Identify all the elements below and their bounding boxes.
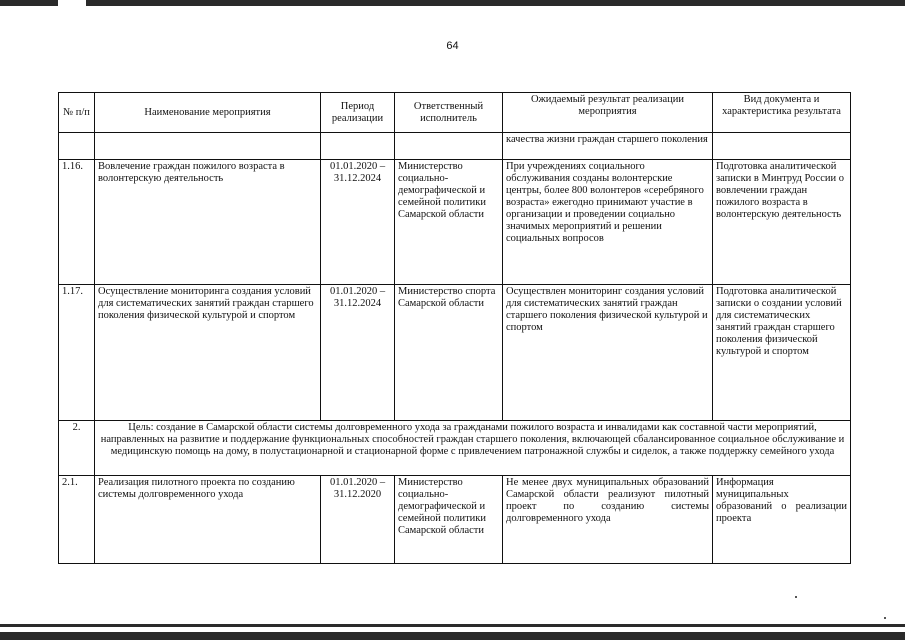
table-row	[59, 476, 851, 564]
goal-num: 2.	[59, 421, 95, 476]
header-period: Период реализации	[321, 93, 395, 133]
scan-speck	[884, 617, 886, 619]
table-row	[59, 285, 851, 421]
header-document: Вид документа и характеристика результата	[713, 93, 851, 133]
measures-table	[58, 92, 851, 564]
row-document: Подготовка аналитической записки в Минтруд России о вовлечении граждан пожилого возраста в волонтерскую деятельность	[713, 160, 851, 285]
header-result: Ожидаемый результат реализации мероприятия	[503, 93, 713, 133]
row-num: 1.16.	[59, 160, 95, 285]
row-result: Осуществлен мониторинг создания условий для систематических занятий граждан старшего поколения физической культурой и спортом	[503, 285, 713, 421]
row-executor: Министерство социально-демографической и семейной политики Самарской области	[395, 160, 503, 285]
row-executor: Министерство социально-демографической и семейной политики Самарской области	[395, 476, 503, 564]
row-num: 1.17.	[59, 285, 95, 421]
row-period: 01.01.2020 – 31.12.2024	[321, 160, 395, 285]
row-name: Реализация пилотного проекта по созданию системы долговременного ухода	[95, 476, 321, 564]
bottom-scan-border-thin	[0, 624, 905, 627]
row-period: 01.01.2020 – 31.12.2020	[321, 476, 395, 564]
row-document: Информация муниципальных образований о реализации проекта	[713, 476, 851, 564]
row-name: Вовлечение граждан пожилого возраста в волонтерскую деятельность	[95, 160, 321, 285]
bottom-scan-border	[0, 632, 905, 640]
goal-text: Цель: создание в Самарской области системы долговременного ухода за гражданами пожилого возраста и инвалидами как составной части мероприятий, направленных на развитие и поддержание функциональных способностей граждан старшего поколения, включающей сбалансированное социальное обслуживание и медицинскую помощь на дому, в полустационарной и стационарной форме с привлечением патронажной службы и сиделок, а также поддержку семейного ухода	[95, 421, 851, 476]
table-row	[59, 160, 851, 285]
scan-speck	[795, 596, 797, 598]
header-name: Наименование мероприятия	[95, 93, 321, 133]
row-result: При учреждениях социального обслуживания созданы волонтерские центры, более 800 волонтеров «серебряного возраста» ежегодно принимают участие в организации и проведении социально значимых мероприятий и решении социальных вопросов	[503, 160, 713, 285]
row-result: Не менее двух муниципальных образований Самарской области реализуют пилотный проект по созданию системы долговременного ухода	[503, 476, 713, 564]
row-period: 01.01.2020 – 31.12.2024	[321, 285, 395, 421]
row-document: Подготовка аналитической записки о создании условий для систематических занятий граждан старшего поколения физической культурой и спортом	[713, 285, 851, 421]
page-number: 64	[446, 40, 459, 52]
goal-row	[59, 421, 851, 476]
row-num: 2.1.	[59, 476, 95, 564]
table-row-continuation	[59, 133, 851, 160]
header-num: № п/п	[59, 93, 95, 133]
continuation-result: качества жизни граждан старшего поколения	[503, 133, 713, 160]
top-scan-border	[0, 0, 905, 6]
row-executor: Министерство спорта Самарской области	[395, 285, 503, 421]
table-header-row	[59, 93, 851, 133]
header-executor: Ответственный исполнитель	[395, 93, 503, 133]
row-name: Осуществление мониторинга создания условий для систематических занятий граждан старшего поколения физической культурой и спортом	[95, 285, 321, 421]
